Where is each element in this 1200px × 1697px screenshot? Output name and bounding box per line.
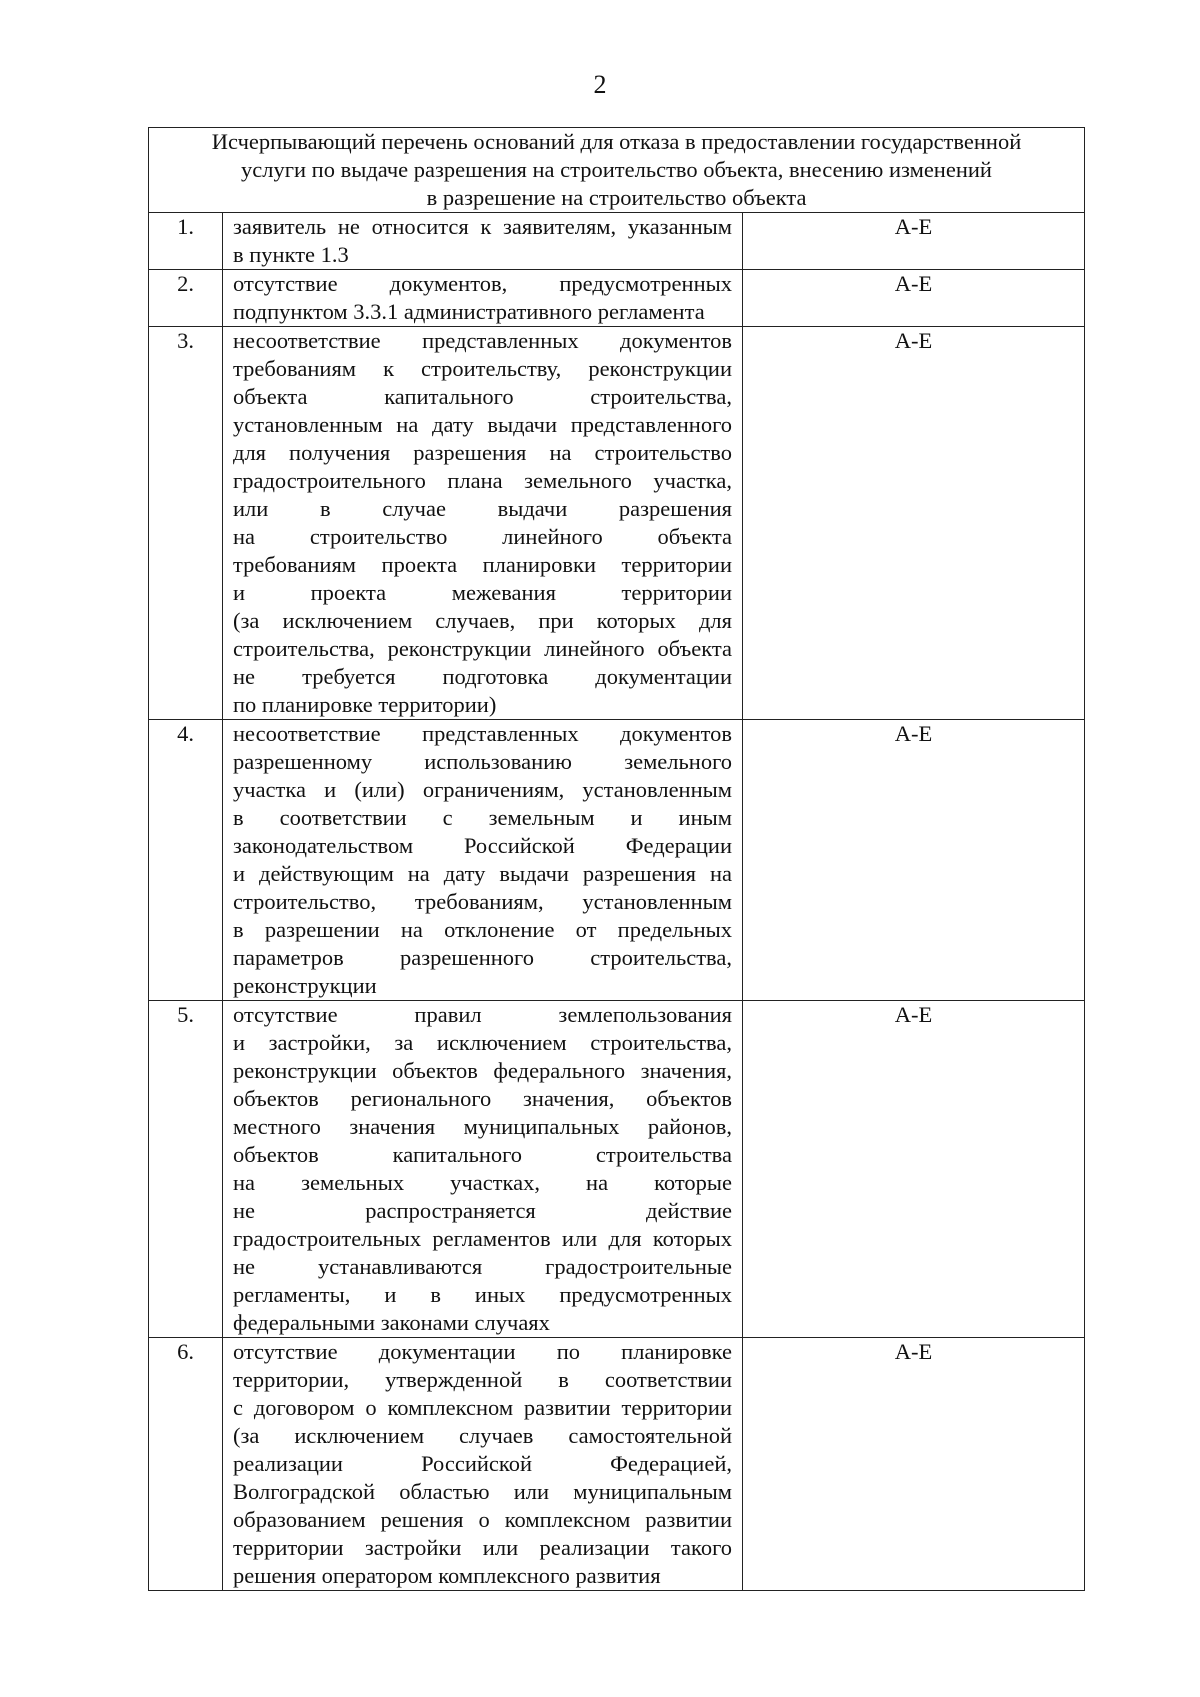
row-text-line: не требуется подготовка документации bbox=[233, 664, 732, 689]
row-text-line: разрешенному использованию земельного bbox=[233, 749, 732, 774]
row-text-line: отсутствие документов, предусмотренных bbox=[233, 271, 732, 296]
row-code-cell: А-Е bbox=[743, 270, 1085, 327]
row-number-cell: 5. bbox=[149, 1001, 223, 1338]
row-text-line: с договором о комплексном развитии территории bbox=[233, 1395, 732, 1420]
row-text-line: на земельных участках, на которые bbox=[233, 1170, 732, 1195]
table-row bbox=[149, 1001, 1085, 1338]
row-text-line: не устанавливаются градостроительные bbox=[233, 1254, 732, 1279]
table-row bbox=[149, 720, 1085, 1001]
row-text-line: строительства, реконструкции линейного объекта bbox=[233, 636, 732, 661]
row-number-cell: 2. bbox=[149, 270, 223, 327]
row-text-line: и застройки, за исключением строительства, bbox=[233, 1030, 732, 1055]
row-text-line: по планировке территории) bbox=[233, 692, 497, 717]
table-row bbox=[149, 1338, 1085, 1591]
row-text-line: решения оператором комплексного развития bbox=[233, 1563, 661, 1588]
row-text-line: требованиям к строительству, реконструкции bbox=[233, 356, 732, 381]
row-text-line: подпунктом 3.3.1 административного регламента bbox=[233, 299, 705, 324]
row-text-line: несоответствие представленных документов bbox=[233, 721, 732, 746]
row-text-cell bbox=[223, 1001, 743, 1338]
row-text-line: реализации Российской Федерацией, bbox=[233, 1451, 732, 1476]
row-text-line: требованиям проекта планировки территории bbox=[233, 552, 732, 577]
row-text-line: объектов регионального значения, объектов bbox=[233, 1086, 732, 1111]
row-text-cell bbox=[223, 720, 743, 1001]
refusal-grounds-table bbox=[148, 127, 1085, 1591]
row-number-cell: 4. bbox=[149, 720, 223, 1001]
row-code-cell: А-Е bbox=[743, 1001, 1085, 1338]
row-code-cell: А-Е bbox=[743, 327, 1085, 720]
row-text-line: не распространяется действие bbox=[233, 1198, 732, 1223]
row-text-line: федеральными законами случаях bbox=[233, 1310, 550, 1335]
row-text-line: объекта капитального строительства, bbox=[233, 384, 732, 409]
row-text-line: объектов капитального строительства bbox=[233, 1142, 732, 1167]
row-text-cell bbox=[223, 213, 743, 270]
row-text-line: территории застройки или реализации такого bbox=[233, 1535, 732, 1560]
row-text-line: образованием решения о комплексном развитии bbox=[233, 1507, 732, 1532]
row-text-line: и проекта межевания территории bbox=[233, 580, 732, 605]
row-text-line: (за исключением случаев самостоятельной bbox=[233, 1423, 732, 1448]
row-text-line: заявитель не относится к заявителям, указанным bbox=[233, 214, 732, 239]
row-text-line: участка и (или) ограничениям, установленным bbox=[233, 777, 732, 802]
row-text-line: (за исключением случаев, при которых для bbox=[233, 608, 732, 633]
row-code-cell: А-Е bbox=[743, 720, 1085, 1001]
table-header-row bbox=[149, 128, 1085, 213]
row-code-cell: А-Е bbox=[743, 213, 1085, 270]
row-number-cell: 1. bbox=[149, 213, 223, 270]
header-line: в разрешение на строительство объекта bbox=[426, 185, 807, 210]
row-text-line: в соответствии с земельным и иным bbox=[233, 805, 732, 830]
row-text-cell bbox=[223, 270, 743, 327]
row-text-line: отсутствие документации по планировке bbox=[233, 1339, 732, 1364]
table-row bbox=[149, 327, 1085, 720]
row-text-line: установленным на дату выдачи представленного bbox=[233, 412, 732, 437]
row-text-line: и действующим на дату выдачи разрешения на bbox=[233, 861, 732, 886]
row-number-cell: 6. bbox=[149, 1338, 223, 1591]
row-text-cell bbox=[223, 327, 743, 720]
page-number: 2 bbox=[593, 70, 607, 99]
row-text-line: несоответствие представленных документов bbox=[233, 328, 732, 353]
table-header-cell bbox=[149, 128, 1085, 213]
row-text-line: Волгоградской областью или муниципальным bbox=[233, 1479, 732, 1504]
row-text-line: законодательством Российской Федерации bbox=[233, 833, 732, 858]
row-text-line: параметров разрешенного строительства, bbox=[233, 945, 732, 970]
row-text-line: для получения разрешения на строительство bbox=[233, 440, 732, 465]
row-text-line: строительство, требованиям, установленным bbox=[233, 889, 732, 914]
row-text-line: градостроительных регламентов или для которых bbox=[233, 1226, 732, 1251]
row-text-line: местного значения муниципальных районов, bbox=[233, 1114, 732, 1139]
header-line: услуги по выдаче разрешения на строительство объекта, внесению изменений bbox=[241, 157, 992, 182]
row-text-line: градостроительного плана земельного участка, bbox=[233, 468, 732, 493]
row-text-line: реконструкции объектов федерального значения, bbox=[233, 1058, 732, 1083]
row-text-line: на строительство линейного объекта bbox=[233, 524, 732, 549]
table-row bbox=[149, 213, 1085, 270]
header-line: Исчерпывающий перечень оснований для отказа в предоставлении государственной bbox=[211, 129, 1022, 154]
table-row bbox=[149, 270, 1085, 327]
row-text-cell bbox=[223, 1338, 743, 1591]
row-code-cell: А-Е bbox=[743, 1338, 1085, 1591]
row-text-line: регламенты, и в иных предусмотренных bbox=[233, 1282, 732, 1307]
row-number-cell: 3. bbox=[149, 327, 223, 720]
row-text-line: территории, утвержденной в соответствии bbox=[233, 1367, 732, 1392]
row-text-line: отсутствие правил землепользования bbox=[233, 1002, 732, 1027]
row-text-line: или в случае выдачи разрешения bbox=[233, 496, 732, 521]
row-text-line: реконструкции bbox=[233, 973, 377, 998]
row-text-line: в разрешении на отклонение от предельных bbox=[233, 917, 732, 942]
row-text-line: в пункте 1.3 bbox=[233, 242, 349, 267]
